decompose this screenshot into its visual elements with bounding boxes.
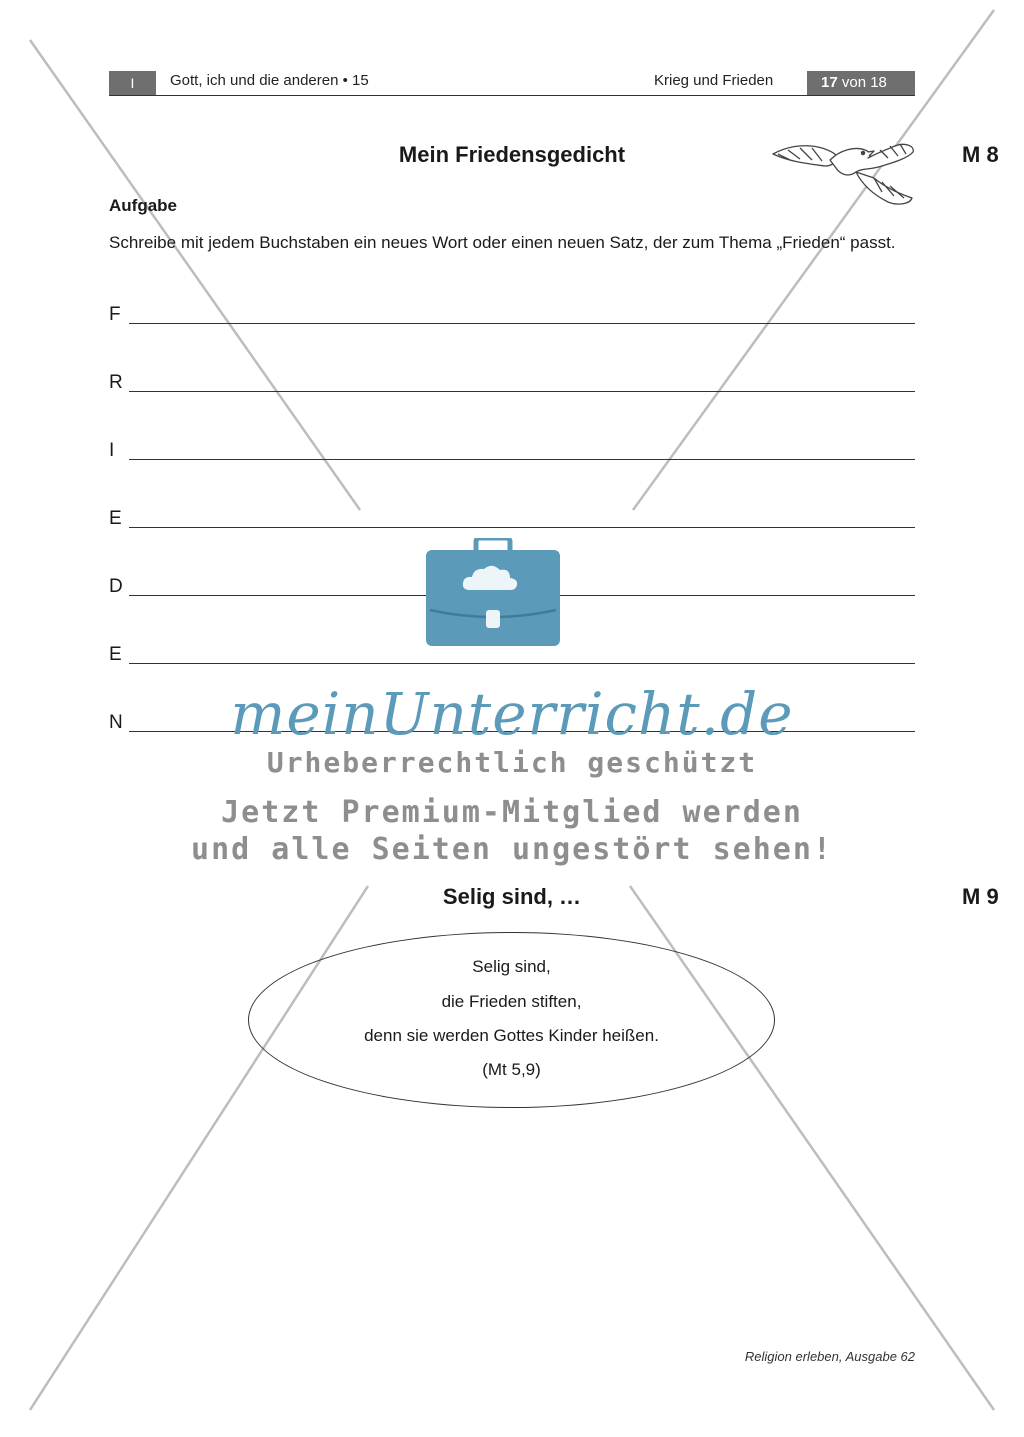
writing-line <box>129 323 915 324</box>
section-title-m9: Selig sind, … <box>442 884 582 909</box>
writing-line <box>129 663 915 664</box>
acrostic-letter: I <box>109 440 115 461</box>
material-label-m9: M 9 <box>962 884 999 909</box>
quote-reference: (Mt 5,9) <box>482 1060 541 1079</box>
watermark-premium-line2: und alle Seiten ungestört sehen! <box>191 832 833 867</box>
acrostic-row <box>109 434 915 460</box>
briefcase-cloud-icon <box>422 538 564 650</box>
acrostic-letter: F <box>109 304 121 325</box>
unit-title: Krieg und Frieden <box>654 72 774 89</box>
acrostic-row <box>109 366 915 392</box>
acrostic-letter: E <box>109 508 122 529</box>
section-tab: I <box>109 71 156 95</box>
page-indicator <box>807 71 915 95</box>
material-label-m8: M 8 <box>962 142 999 167</box>
writing-line <box>129 391 915 392</box>
acrostic-letter: D <box>109 576 123 597</box>
quote-line: Selig sind, <box>472 957 551 976</box>
task-text: Schreibe mit jedem Buchstaben ein neues Wort oder einen neuen Satz, der zum Thema „Frieden“ passt. <box>109 233 896 252</box>
page-title: Mein Friedensgedicht <box>398 142 626 167</box>
acrostic-letter: R <box>109 372 123 393</box>
page-current: 17 <box>821 74 838 91</box>
page-total: von 18 <box>841 74 887 91</box>
writing-line <box>129 459 915 460</box>
acrostic-letter: E <box>109 644 122 665</box>
watermark-premium-line1: Jetzt Premium-Mitglied werden <box>221 795 803 830</box>
watermark-brand: meinUnterricht.de <box>230 680 794 748</box>
acrostic-row <box>109 502 915 528</box>
quote-line: denn sie werden Gottes Kinder heißen. <box>364 1026 659 1045</box>
writing-line <box>129 527 915 528</box>
source-footer: Religion erleben, Ausgabe 62 <box>744 1349 915 1364</box>
header-rule <box>109 95 915 96</box>
quote-line: die Frieden stiften, <box>441 992 582 1011</box>
series-title: Gott, ich und die anderen • 15 <box>170 72 369 89</box>
dove-icon <box>770 132 920 212</box>
task-heading: Aufgabe <box>109 196 177 215</box>
acrostic-letter: N <box>109 712 123 733</box>
acrostic-row <box>109 298 915 324</box>
watermark-copyright: Urheberrechtlich geschützt <box>266 746 758 779</box>
